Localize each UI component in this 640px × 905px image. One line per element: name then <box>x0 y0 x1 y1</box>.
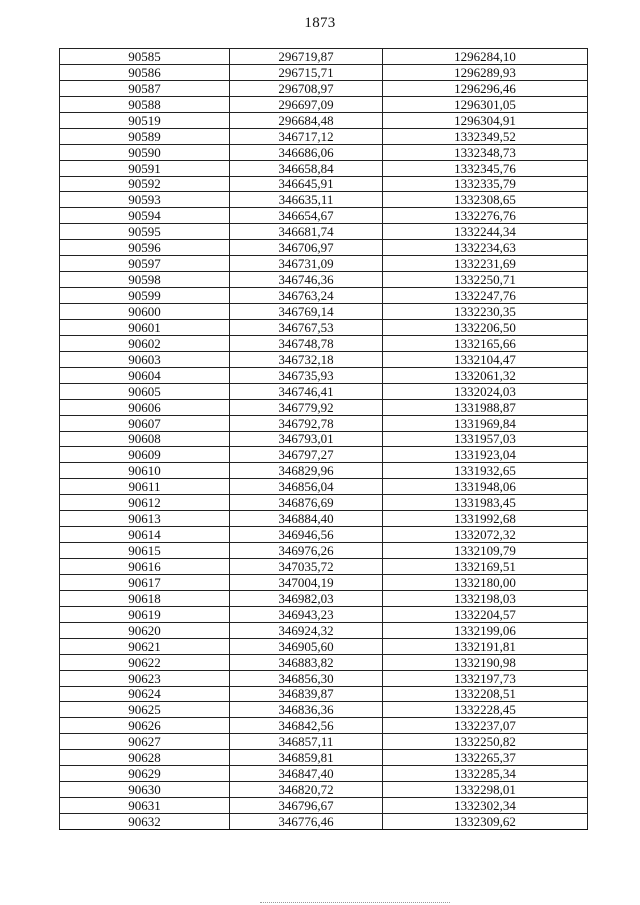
y-coordinate-cell: 1332061,32 <box>383 367 588 383</box>
point-number-cell: 90613 <box>60 511 230 527</box>
table-row <box>60 49 588 65</box>
y-coordinate-cell: 1332180,00 <box>383 574 588 590</box>
table-row <box>60 447 588 463</box>
x-coordinate-cell: 346884,40 <box>230 511 383 527</box>
table-row <box>60 367 588 383</box>
table-row <box>60 224 588 240</box>
y-coordinate-cell: 1332190,98 <box>383 654 588 670</box>
y-coordinate-cell: 1332349,52 <box>383 128 588 144</box>
y-coordinate-cell: 1332250,71 <box>383 272 588 288</box>
point-number-cell: 90586 <box>60 64 230 80</box>
table-row <box>60 574 588 590</box>
x-coordinate-cell: 296697,09 <box>230 96 383 112</box>
y-coordinate-cell: 1332206,50 <box>383 319 588 335</box>
table-row <box>60 144 588 160</box>
table-row <box>60 766 588 782</box>
x-coordinate-cell: 346746,41 <box>230 383 383 399</box>
y-coordinate-cell: 1332237,07 <box>383 718 588 734</box>
x-coordinate-cell: 346776,46 <box>230 814 383 830</box>
x-coordinate-cell: 346746,36 <box>230 272 383 288</box>
table-row <box>60 479 588 495</box>
point-number-cell: 90593 <box>60 192 230 208</box>
bottom-rule <box>260 902 450 903</box>
point-number-cell: 90610 <box>60 463 230 479</box>
x-coordinate-cell: 346976,26 <box>230 543 383 559</box>
x-coordinate-cell: 346856,04 <box>230 479 383 495</box>
point-number-cell: 90624 <box>60 686 230 702</box>
y-coordinate-cell: 1332109,79 <box>383 543 588 559</box>
point-number-cell: 90623 <box>60 670 230 686</box>
y-coordinate-cell: 1332335,79 <box>383 176 588 192</box>
table-row <box>60 463 588 479</box>
point-number-cell: 90628 <box>60 750 230 766</box>
table-row <box>60 622 588 638</box>
x-coordinate-cell: 346635,11 <box>230 192 383 208</box>
x-coordinate-cell: 346876,69 <box>230 495 383 511</box>
y-coordinate-cell: 1296284,10 <box>383 49 588 65</box>
point-number-cell: 90626 <box>60 718 230 734</box>
point-number-cell: 90600 <box>60 304 230 320</box>
point-number-cell: 90604 <box>60 367 230 383</box>
table-row <box>60 814 588 830</box>
point-number-cell: 90612 <box>60 495 230 511</box>
point-number-cell: 90599 <box>60 288 230 304</box>
y-coordinate-cell: 1332104,47 <box>383 351 588 367</box>
x-coordinate-cell: 347004,19 <box>230 574 383 590</box>
y-coordinate-cell: 1331983,45 <box>383 495 588 511</box>
y-coordinate-cell: 1332285,34 <box>383 766 588 782</box>
table-row <box>60 431 588 447</box>
point-number-cell: 90615 <box>60 543 230 559</box>
x-coordinate-cell: 346883,82 <box>230 654 383 670</box>
y-coordinate-cell: 1332199,06 <box>383 622 588 638</box>
y-coordinate-cell: 1332208,51 <box>383 686 588 702</box>
point-number-cell: 90585 <box>60 49 230 65</box>
table-row <box>60 96 588 112</box>
x-coordinate-cell: 346779,92 <box>230 399 383 415</box>
point-number-cell: 90590 <box>60 144 230 160</box>
point-number-cell: 90602 <box>60 335 230 351</box>
x-coordinate-cell: 346706,97 <box>230 240 383 256</box>
y-coordinate-cell: 1296289,93 <box>383 64 588 80</box>
y-coordinate-cell: 1331923,04 <box>383 447 588 463</box>
y-coordinate-cell: 1332348,73 <box>383 144 588 160</box>
point-number-cell: 90619 <box>60 606 230 622</box>
table-row <box>60 638 588 654</box>
y-coordinate-cell: 1332247,76 <box>383 288 588 304</box>
table-row <box>60 606 588 622</box>
table-row <box>60 272 588 288</box>
y-coordinate-cell: 1296304,91 <box>383 112 588 128</box>
table-row <box>60 686 588 702</box>
x-coordinate-cell: 346654,67 <box>230 208 383 224</box>
y-coordinate-cell: 1332204,57 <box>383 606 588 622</box>
x-coordinate-cell: 346681,74 <box>230 224 383 240</box>
point-number-cell: 90607 <box>60 415 230 431</box>
x-coordinate-cell: 346856,30 <box>230 670 383 686</box>
x-coordinate-cell: 346748,78 <box>230 335 383 351</box>
y-coordinate-cell: 1296296,46 <box>383 80 588 96</box>
y-coordinate-cell: 1332228,45 <box>383 702 588 718</box>
y-coordinate-cell: 1332024,03 <box>383 383 588 399</box>
y-coordinate-cell: 1332250,82 <box>383 734 588 750</box>
table-row <box>60 559 588 575</box>
table-row <box>60 256 588 272</box>
point-number-cell: 90614 <box>60 527 230 543</box>
x-coordinate-cell: 346686,06 <box>230 144 383 160</box>
x-coordinate-cell: 296684,48 <box>230 112 383 128</box>
y-coordinate-cell: 1332302,34 <box>383 798 588 814</box>
x-coordinate-cell: 346839,87 <box>230 686 383 702</box>
coordinates-table <box>59 48 588 830</box>
point-number-cell: 90597 <box>60 256 230 272</box>
table-row <box>60 527 588 543</box>
x-coordinate-cell: 346943,23 <box>230 606 383 622</box>
x-coordinate-cell: 296719,87 <box>230 49 383 65</box>
point-number-cell: 90631 <box>60 798 230 814</box>
point-number-cell: 90609 <box>60 447 230 463</box>
table-row <box>60 543 588 559</box>
y-coordinate-cell: 1332231,69 <box>383 256 588 272</box>
x-coordinate-cell: 346946,56 <box>230 527 383 543</box>
point-number-cell: 90625 <box>60 702 230 718</box>
x-coordinate-cell: 346857,11 <box>230 734 383 750</box>
x-coordinate-cell: 346717,12 <box>230 128 383 144</box>
x-coordinate-cell: 346763,24 <box>230 288 383 304</box>
point-number-cell: 90594 <box>60 208 230 224</box>
x-coordinate-cell: 346829,96 <box>230 463 383 479</box>
x-coordinate-cell: 346820,72 <box>230 782 383 798</box>
point-number-cell: 90592 <box>60 176 230 192</box>
table-row <box>60 702 588 718</box>
x-coordinate-cell: 346735,93 <box>230 367 383 383</box>
point-number-cell: 90630 <box>60 782 230 798</box>
table-row <box>60 112 588 128</box>
table-row <box>60 511 588 527</box>
x-coordinate-cell: 346769,14 <box>230 304 383 320</box>
table-row <box>60 351 588 367</box>
table-row <box>60 176 588 192</box>
table-row <box>60 734 588 750</box>
table-row <box>60 590 588 606</box>
table-row <box>60 64 588 80</box>
y-coordinate-cell: 1332308,65 <box>383 192 588 208</box>
point-number-cell: 90629 <box>60 766 230 782</box>
x-coordinate-cell: 346797,27 <box>230 447 383 463</box>
point-number-cell: 90519 <box>60 112 230 128</box>
point-number-cell: 90591 <box>60 160 230 176</box>
x-coordinate-cell: 346905,60 <box>230 638 383 654</box>
table-row <box>60 304 588 320</box>
y-coordinate-cell: 1296301,05 <box>383 96 588 112</box>
table-row <box>60 288 588 304</box>
point-number-cell: 90622 <box>60 654 230 670</box>
table-row <box>60 670 588 686</box>
point-number-cell: 90618 <box>60 590 230 606</box>
point-number-cell: 90611 <box>60 479 230 495</box>
x-coordinate-cell: 346645,91 <box>230 176 383 192</box>
x-coordinate-cell: 347035,72 <box>230 559 383 575</box>
table-row <box>60 383 588 399</box>
x-coordinate-cell: 346792,78 <box>230 415 383 431</box>
y-coordinate-cell: 1332309,62 <box>383 814 588 830</box>
y-coordinate-cell: 1331932,65 <box>383 463 588 479</box>
table-row <box>60 798 588 814</box>
point-number-cell: 90620 <box>60 622 230 638</box>
point-number-cell: 90621 <box>60 638 230 654</box>
coordinates-table-body <box>60 49 588 830</box>
y-coordinate-cell: 1332265,37 <box>383 750 588 766</box>
y-coordinate-cell: 1332234,63 <box>383 240 588 256</box>
table-row <box>60 80 588 96</box>
x-coordinate-cell: 346767,53 <box>230 319 383 335</box>
point-number-cell: 90587 <box>60 80 230 96</box>
y-coordinate-cell: 1332230,35 <box>383 304 588 320</box>
y-coordinate-cell: 1332169,51 <box>383 559 588 575</box>
y-coordinate-cell: 1331988,87 <box>383 399 588 415</box>
y-coordinate-cell: 1331948,06 <box>383 479 588 495</box>
point-number-cell: 90601 <box>60 319 230 335</box>
point-number-cell: 90627 <box>60 734 230 750</box>
table-row <box>60 415 588 431</box>
y-coordinate-cell: 1332345,76 <box>383 160 588 176</box>
y-coordinate-cell: 1332165,66 <box>383 335 588 351</box>
x-coordinate-cell: 346793,01 <box>230 431 383 447</box>
y-coordinate-cell: 1331992,68 <box>383 511 588 527</box>
point-number-cell: 90632 <box>60 814 230 830</box>
table-row <box>60 319 588 335</box>
y-coordinate-cell: 1332191,81 <box>383 638 588 654</box>
table-row <box>60 208 588 224</box>
x-coordinate-cell: 346847,40 <box>230 766 383 782</box>
y-coordinate-cell: 1331969,84 <box>383 415 588 431</box>
y-coordinate-cell: 1332197,73 <box>383 670 588 686</box>
table-row <box>60 128 588 144</box>
y-coordinate-cell: 1332198,03 <box>383 590 588 606</box>
table-row <box>60 240 588 256</box>
point-number-cell: 90588 <box>60 96 230 112</box>
x-coordinate-cell: 296708,97 <box>230 80 383 96</box>
y-coordinate-cell: 1332072,32 <box>383 527 588 543</box>
x-coordinate-cell: 346859,81 <box>230 750 383 766</box>
point-number-cell: 90605 <box>60 383 230 399</box>
x-coordinate-cell: 346836,36 <box>230 702 383 718</box>
x-coordinate-cell: 346924,32 <box>230 622 383 638</box>
x-coordinate-cell: 346842,56 <box>230 718 383 734</box>
table-row <box>60 782 588 798</box>
x-coordinate-cell: 296715,71 <box>230 64 383 80</box>
point-number-cell: 90606 <box>60 399 230 415</box>
point-number-cell: 90608 <box>60 431 230 447</box>
x-coordinate-cell: 346658,84 <box>230 160 383 176</box>
point-number-cell: 90595 <box>60 224 230 240</box>
page-number: 1873 <box>304 15 336 31</box>
table-row <box>60 718 588 734</box>
y-coordinate-cell: 1332276,76 <box>383 208 588 224</box>
x-coordinate-cell: 346796,67 <box>230 798 383 814</box>
table-row <box>60 654 588 670</box>
table-row <box>60 750 588 766</box>
x-coordinate-cell: 346982,03 <box>230 590 383 606</box>
table-row <box>60 192 588 208</box>
y-coordinate-cell: 1332244,34 <box>383 224 588 240</box>
y-coordinate-cell: 1331957,03 <box>383 431 588 447</box>
table-row <box>60 335 588 351</box>
x-coordinate-cell: 346732,18 <box>230 351 383 367</box>
point-number-cell: 90598 <box>60 272 230 288</box>
x-coordinate-cell: 346731,09 <box>230 256 383 272</box>
point-number-cell: 90617 <box>60 574 230 590</box>
y-coordinate-cell: 1332298,01 <box>383 782 588 798</box>
table-row <box>60 495 588 511</box>
table-row <box>60 399 588 415</box>
point-number-cell: 90616 <box>60 559 230 575</box>
point-number-cell: 90596 <box>60 240 230 256</box>
table-row <box>60 160 588 176</box>
point-number-cell: 90589 <box>60 128 230 144</box>
point-number-cell: 90603 <box>60 351 230 367</box>
